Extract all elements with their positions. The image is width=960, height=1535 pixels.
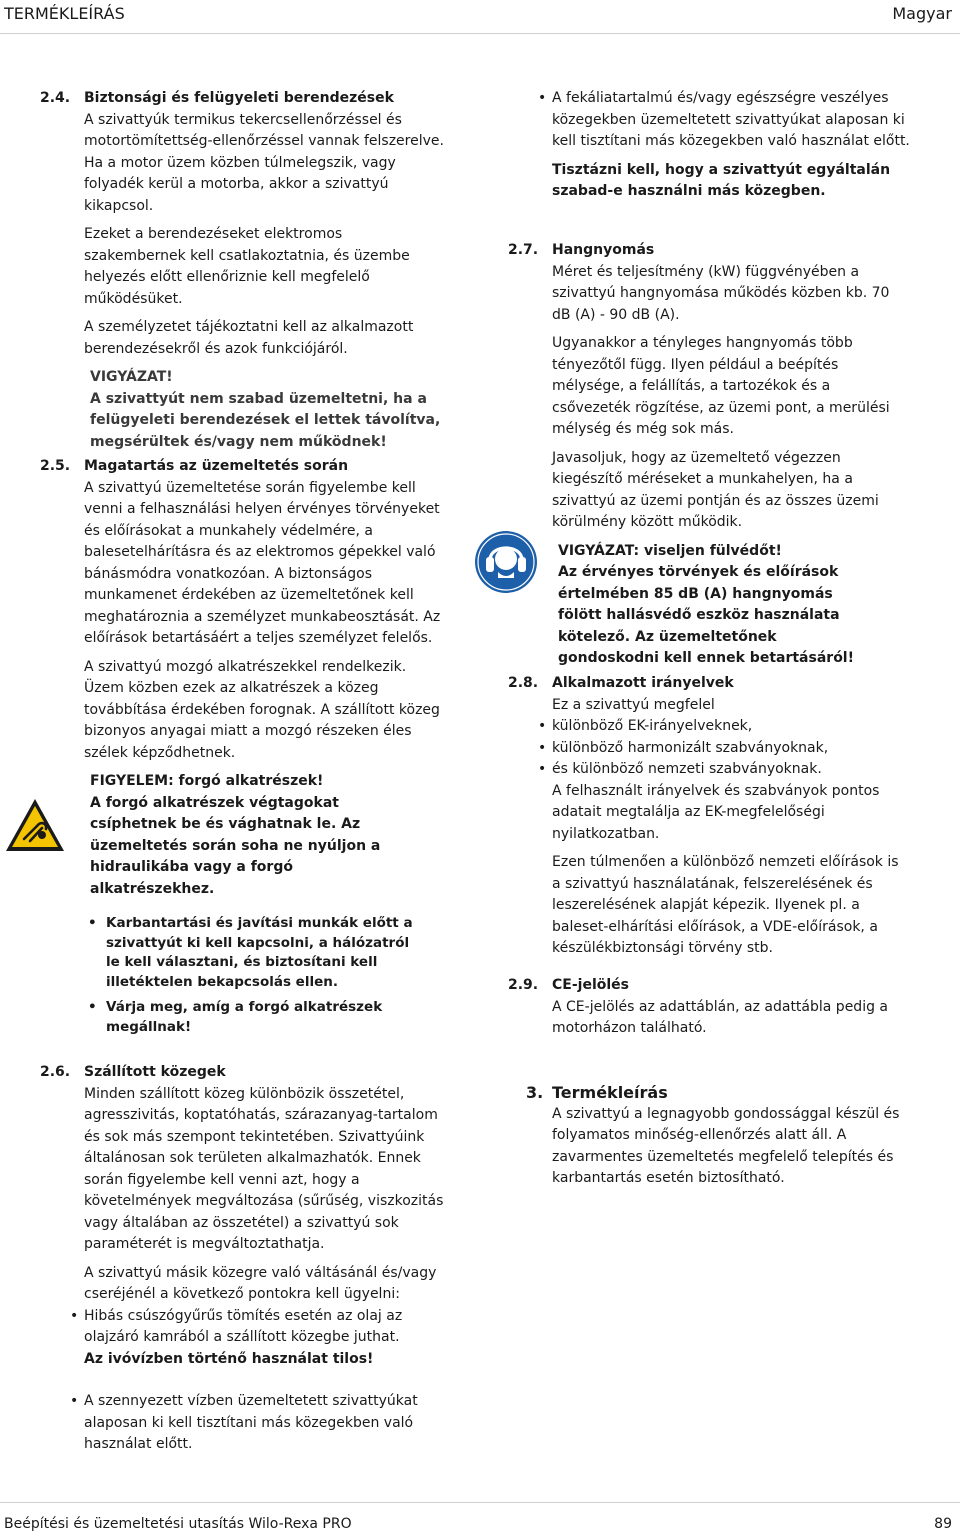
section-title: Hangnyomás [552,242,655,258]
page-header [0,0,960,30]
section-number: 2.6. [40,1064,71,1080]
hearing-warning-block [552,541,878,670]
paragraph: A szivattyú üzemeltetése során figyelembe kell venni a felhasználási helyen érvényes törvényeket és előírásokat a munkahely védelmére, a balesetelhárításra és az elektromos gépekkel való bánásmódra vonatkozóan. A biztonságos munkamenet érdekében az üzemeltetőnek kell meghatároznia a személyzet munkabeosztását. Az előírások betartásáért a teljes személyzet felelős. [84,479,441,646]
section-number: 3. [526,1083,544,1102]
warning-heading: FIGYELEM: forgó alkatrészek! [90,773,324,789]
right-column [552,88,912,203]
warning-bullet: • Karbantartási és javítási munkák előtt a szivattyút ki kell kapcsolni, a hálózatról le kell választani, és biztosítani kell illetéktelen bekapcsolás ellen. [106,914,420,992]
section-title: Szállított közegek [84,1064,226,1080]
warning-bullet: • Várja meg, amíg a forgó alkatrészek megállnak! [106,998,420,1037]
section-2-7 [508,240,904,670]
footer-divider [0,1502,960,1503]
section-2-8 [508,673,904,960]
list-item: • és különböző nemzeti szabványoknak. [552,759,904,781]
caution-text: A szivattyút nem szabad üzemeltetni, ha a felügyeleti berendezések el lettek távolítva, megsérültek és/vagy nem működnek! [90,390,441,450]
section-title: Termékleírás [552,1083,668,1102]
left-column-2-6 [40,1062,444,1456]
paragraph: Ez a szivattyú megfelel [552,696,715,713]
caution-block [84,367,444,453]
right-column-2-8 [508,673,904,960]
warning-text: Az érvényes törvények és előírások értelmében 85 dB (A) hangnyomás fölött hallásvédő eszköz használata kötelező. Az üzemeltetőnek gondoskodni kell ennek betartásáról! [558,564,854,666]
warning-heading: VIGYÁZAT: viseljen fülvédőt! [558,542,782,559]
list-item: • A fekáliatartalmú és/vagy egészségre veszélyes közegekben üzemeltetett szivattyúkat alaposan ki kell tisztítani más közegekben való használat előtt. Tisztázni kell, hogy a szivattyút egyáltalán szabad-e használni más közegben. [552,88,912,203]
paragraph: Ezen túlmenően a különböző nemzeti előírások is a szivattyú használatának, felszerelésének és leszerelésének alapját képezik. Ilyenek pl. a baleset-elhárítási előírások, a VDE-előírások, a készülékbiztonsági törvény stb. [552,854,899,956]
section-3 [526,1082,904,1190]
caution-heading: VIGYÁZAT! [90,369,173,385]
section-title: CE-jelölés [552,977,629,993]
warning-block [84,771,420,1037]
section-2-6 [40,1062,444,1456]
ear-protection-icon [474,530,538,594]
left-column [40,88,444,453]
footer-document-title: Beépítési és üzemeltetési utasítás Wilo-Rexa PRO [4,1516,352,1532]
section-2-9 [508,975,904,1040]
paragraph: A személyzetet tájékoztatni kell az alkalmazott berendezésekről és azok funkciójáról. [84,319,414,357]
section-2-5 [40,456,444,1037]
paragraph: A felhasznált irányelvek és szabványok pontos adatait megtalálja az EK-megfelelőségi nyilatkozatban. [552,782,880,842]
paragraph: A szivattyú mozgó alkatrészekkel rendelkezik. Üzem közben ezek az alkatrészek a közeg továbbítása érdekében forognak. A szállított közeg bizonyos anyagai miatt a mozgó részeken éles szélek képződhetnek. [84,658,440,761]
list-item: • A szennyezett vízben üzemeltetett szivattyúkat alaposan ki kell tisztítani más közegekben való használat előtt. [84,1391,444,1456]
left-column-2-5 [40,456,444,1037]
section-number: 2.7. [508,242,539,258]
section-title: Magatartás az üzemeltetés során [84,458,349,474]
paragraph: A CE-jelölés az adattáblán, az adattábla pedig a motorházon található. [552,998,888,1036]
page-number: 89 [934,1516,952,1532]
header-section-title: TERMÉKLEÍRÁS [4,4,125,23]
section-title: Alkalmazott irányelvek [552,675,734,691]
paragraph: A szivattyú másik közegre való váltásánál és/vagy cseréjénél a következő pontokra kell ügyelni: [84,1264,437,1302]
header-divider [0,33,960,34]
right-column-2-9 [508,975,904,1040]
paragraph: Minden szállított közeg különbözik összetétel, agresszivitás, koptatóhatás, szárazanyag-tartalom és sok más szempont tekintetében. Szivattyúink általánosan sok területen alkalmazhatók. Ennek során figyelembe kell venni azt, hogy a követelmények megváltozása (sűrűség, viszkozitás vagy általában az összetétel) a szivattyú sok paraméterét is megváltoztathatja. [84,1085,444,1252]
rotating-parts-warning-icon [4,797,66,853]
section-number: 2.8. [508,675,539,691]
warning-text: A forgó alkatrészek végtagokat csíphetnek be és vághatnak le. Az üzemeltetés során soha ne nyúljon a hidraulikába vagy a forgó alkatrészekhez. [90,794,381,897]
header-language: Magyar [892,4,952,23]
paragraph: Javasoljuk, hogy az üzemeltető végezzen kiegészítő méréseket a munkahelyen, ha a szivattyú az üzemi pontján és az összes üzemi körülmény között működik. [552,449,879,530]
list-item: • különböző harmonizált szabványoknak, [552,738,904,760]
list-item: • Hibás csúszógyűrűs tömítés esetén az olaj az olajzáró kamrából a szállított közegbe juthat. Az ivóvízben történő használat tilos! [84,1306,444,1371]
right-column-3 [526,1082,904,1190]
paragraph: Méret és teljesítmény (kW) függvényében a szivattyú hangnyomása működés közben kb. 70 dB (A) - 90 dB (A). [552,263,890,323]
section-number: 2.5. [40,458,71,474]
section-number: 2.4. [40,90,71,106]
paragraph: A szivattyú a legnagyobb gondossággal készül és folyamatos minőség-ellenőrzés alatt áll. A zavarmentes üzemeltetés megfelelő telepítés és karbantartás esetén biztosítható. [552,1105,900,1186]
section-number: 2.9. [508,977,539,993]
paragraph: Ezeket a berendezéseket elektromos szakembernek kell csatlakoztatnia, és üzembe helyezés előtt ellenőriznie kell megfelelő működésüket. [84,226,410,307]
list-item: • különböző EK-irányelveknek, [552,716,904,738]
section-2-4 [40,88,444,453]
right-column-2-7 [508,240,904,670]
paragraph: A szivattyúk termikus tekercsellenőrzéssel és motortömítettség-ellenőrzéssel vannak felszerelve. Ha a motor üzem közben túlmelegszik, vagy folyadék kerül a motorba, akkor a szivattyú kikapcsol. [84,111,444,214]
paragraph: Ugyanakkor a tényleges hangnyomás több tényezőtől függ. Ilyen például a beépítés mélysége, a felállítás, a tartozékok és a csővezeték rögzítése, az üzemi pont, a merülési mélység és még sok más. [552,335,890,437]
section-title: Biztonsági és felügyeleti berendezések [84,90,394,106]
